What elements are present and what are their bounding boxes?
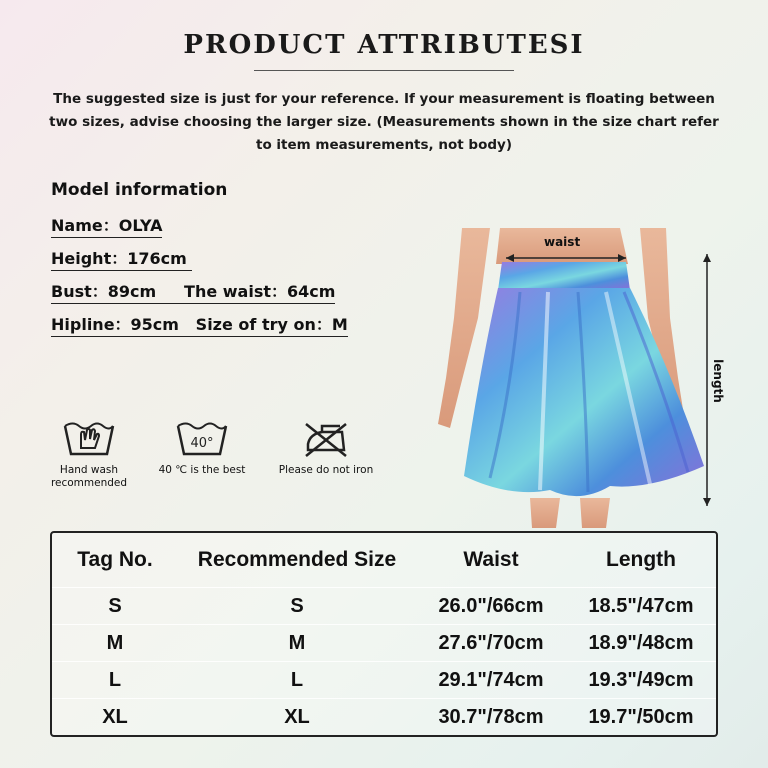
- table-row: [52, 624, 716, 661]
- product-image: [420, 228, 720, 528]
- page-title: PRODUCT ATTRIBUTESI: [183, 30, 585, 60]
- skirt-illustration: [420, 228, 720, 528]
- svg-text:40°: 40°: [190, 436, 214, 451]
- care-hand-wash: Hand wash recommended: [46, 418, 132, 490]
- care-no-iron: Please do not iron: [270, 418, 382, 477]
- cell-recommended: M: [178, 624, 416, 661]
- cell-tag: S: [52, 587, 178, 624]
- cell-recommended: L: [178, 661, 416, 698]
- cell-recommended: S: [178, 587, 416, 624]
- cell-tag: L: [52, 661, 178, 698]
- hand-wash-icon: [61, 418, 117, 458]
- table-row: [52, 587, 716, 624]
- cell-length: 19.3"/49cm: [566, 661, 716, 698]
- header-waist: Waist: [463, 548, 519, 571]
- table-row: [52, 698, 716, 735]
- do-not-iron-icon: [298, 418, 354, 458]
- header-recommended-size: Recommended Size: [197, 548, 397, 571]
- size-notice: The suggested size is just for your reference. If your measurement is floating between two sizes, advise choosing the larger size. (Measurements shown in the size chart refer to item measurements, not body): [49, 91, 719, 153]
- size-table-header-row: [52, 533, 716, 587]
- model-bust-waist: Bust：89cm The waist：64cm: [51, 279, 335, 304]
- length-measure-label: length: [710, 359, 725, 403]
- model-name: Name：OLYA: [51, 213, 162, 238]
- cell-length: 18.9"/48cm: [566, 624, 716, 661]
- cell-length: 19.7"/50cm: [566, 698, 716, 735]
- cell-waist: 30.7"/78cm: [416, 698, 566, 735]
- model-info-heading: Model information: [51, 180, 228, 200]
- wash-40-icon: [174, 418, 230, 458]
- cell-waist: 26.0"/66cm: [416, 587, 566, 624]
- title-divider: [254, 70, 514, 71]
- header-tag-no: Tag No.: [77, 548, 153, 571]
- size-chart-table: [50, 531, 718, 737]
- header-length: Length: [606, 548, 676, 571]
- model-hipline-size: Hipline：95cm Size of try on：M: [51, 312, 348, 337]
- table-row: [52, 661, 716, 698]
- cell-recommended: XL: [178, 698, 416, 735]
- cell-tag: M: [52, 624, 178, 661]
- care-wash-40: 40° 40 ℃ is the best: [152, 418, 252, 477]
- cell-tag: XL: [52, 698, 178, 735]
- cell-waist: 27.6"/70cm: [416, 624, 566, 661]
- model-height: Height：176cm: [51, 246, 192, 271]
- cell-waist: 29.1"/74cm: [416, 661, 566, 698]
- waist-measure-label: waist: [544, 235, 581, 249]
- cell-length: 18.5"/47cm: [566, 587, 716, 624]
